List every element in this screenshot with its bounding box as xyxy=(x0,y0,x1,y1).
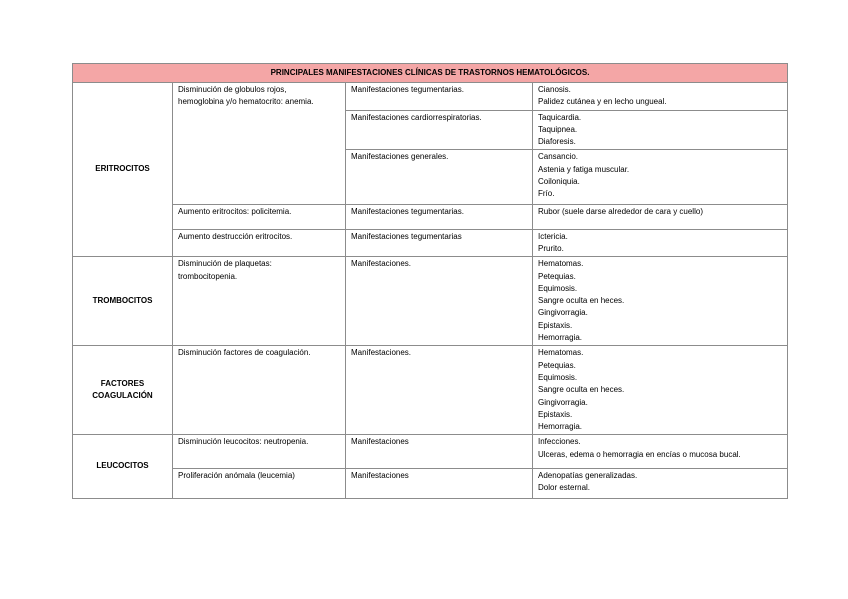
signs-cell xyxy=(533,435,788,469)
manifestation-cell: Manifestaciones xyxy=(346,435,533,469)
signs-cell xyxy=(533,204,788,229)
sign-item: Hemorragia. xyxy=(538,333,583,343)
condition-cell: Proliferación anómala (leucemia) xyxy=(173,469,346,499)
title-row xyxy=(73,64,788,83)
sign-item: Ictericia. xyxy=(538,231,568,241)
sign-item: Prurito. xyxy=(538,243,564,253)
manifestation-cell: Manifestaciones. xyxy=(346,346,533,435)
condition-cell xyxy=(173,257,346,346)
sign-item: Infecciones. xyxy=(538,437,581,447)
sign-item: Gingivorragia. xyxy=(538,397,588,407)
sign-item: Sangre oculta en heces. xyxy=(538,296,625,306)
manifestation-cell: Manifestaciones cardiorrespiratorias. xyxy=(346,110,533,150)
category-trombocitos: TROMBOCITOS xyxy=(73,257,173,346)
table-row xyxy=(73,435,788,469)
category-label-line: FACTORES xyxy=(100,379,145,389)
category-eritrocitos: ERITROCITOS xyxy=(73,83,173,257)
signs-cell xyxy=(533,83,788,111)
condition-line: trombocitopenia. xyxy=(178,271,238,281)
sign-item: Dolor esternal. xyxy=(538,483,591,493)
sign-item: Equimosis. xyxy=(538,372,578,382)
sign-item: Palidez cutánea y en lecho ungueal. xyxy=(538,97,667,107)
sign-item: Taquicardia. xyxy=(538,112,582,122)
condition-cell: Disminución factores de coagulación. xyxy=(173,346,346,435)
sign-item: Epistaxis. xyxy=(538,409,573,419)
sign-item: Adenopatías generalizadas. xyxy=(538,471,638,481)
signs-cell xyxy=(533,110,788,150)
table-title: PRINCIPALES MANIFESTACIONES CLÍNICAS DE TRASTORNOS HEMATOLÓGICOS. xyxy=(73,64,788,83)
hematology-table xyxy=(72,63,788,499)
sign-item: Coiloniquia. xyxy=(538,177,580,187)
table-row xyxy=(73,257,788,346)
category-factores-coagulacion xyxy=(73,346,173,435)
sign-item: Astenia y fatiga muscular. xyxy=(538,164,630,174)
manifestation-cell: Manifestaciones. xyxy=(346,257,533,346)
signs-cell xyxy=(533,150,788,204)
category-leucocitos: LEUCOCITOS xyxy=(73,435,173,498)
sign-item: Sangre oculta en heces. xyxy=(538,385,625,395)
sign-item: Cansancio. xyxy=(538,152,579,162)
sign-item: Hematomas. xyxy=(538,348,584,358)
table-row xyxy=(73,83,788,111)
manifestation-cell: Manifestaciones generales. xyxy=(346,150,533,204)
sign-item: Petequias. xyxy=(538,360,576,370)
condition-cell xyxy=(173,83,346,205)
manifestation-cell: Manifestaciones tegumentarias. xyxy=(346,204,533,229)
condition-line: Disminución de plaquetas: xyxy=(178,259,272,269)
sign-item: Hemorragia. xyxy=(538,422,583,432)
manifestation-cell: Manifestaciones tegumentarias. xyxy=(346,83,533,111)
condition-cell: Aumento eritrocitos: policitemia. xyxy=(173,204,346,229)
sign-item: Hematomas. xyxy=(538,259,584,269)
sign-item: Petequias. xyxy=(538,271,576,281)
manifestation-cell: Manifestaciones tegumentarias xyxy=(346,229,533,257)
signs-cell xyxy=(533,346,788,435)
table-row xyxy=(73,469,788,499)
sign-item: Cianosis. xyxy=(538,85,571,94)
category-label-line: COAGULACIÓN xyxy=(92,391,153,401)
signs-cell xyxy=(533,469,788,499)
manifestation-cell: Manifestaciones xyxy=(346,469,533,499)
sign-item: Ulceras, edema o hemorragia en encías o mucosa bucal. xyxy=(538,449,741,459)
table-row xyxy=(73,346,788,435)
signs-cell xyxy=(533,257,788,346)
sign-item: Rubor (suele darse alrededor de cara y cuello) xyxy=(538,206,703,216)
sign-item: Gingivorragia. xyxy=(538,308,588,318)
signs-cell xyxy=(533,229,788,257)
condition-cell: Disminución leucocitos: neutropenia. xyxy=(173,435,346,469)
table-row xyxy=(73,229,788,257)
condition-line: Disminución de globulos rojos, xyxy=(178,85,287,94)
sign-item: Equimosis. xyxy=(538,283,578,293)
sign-item: Frío. xyxy=(538,189,555,199)
condition-line: hemoglobina y/o hematocrito: anemia. xyxy=(178,97,314,107)
sign-item: Epistaxis. xyxy=(538,320,573,330)
table-row xyxy=(73,204,788,229)
sign-item: Diaforesis. xyxy=(538,137,576,147)
sign-item: Taquipnea. xyxy=(538,124,578,134)
condition-cell: Aumento destrucción eritrocitos. xyxy=(173,229,346,257)
